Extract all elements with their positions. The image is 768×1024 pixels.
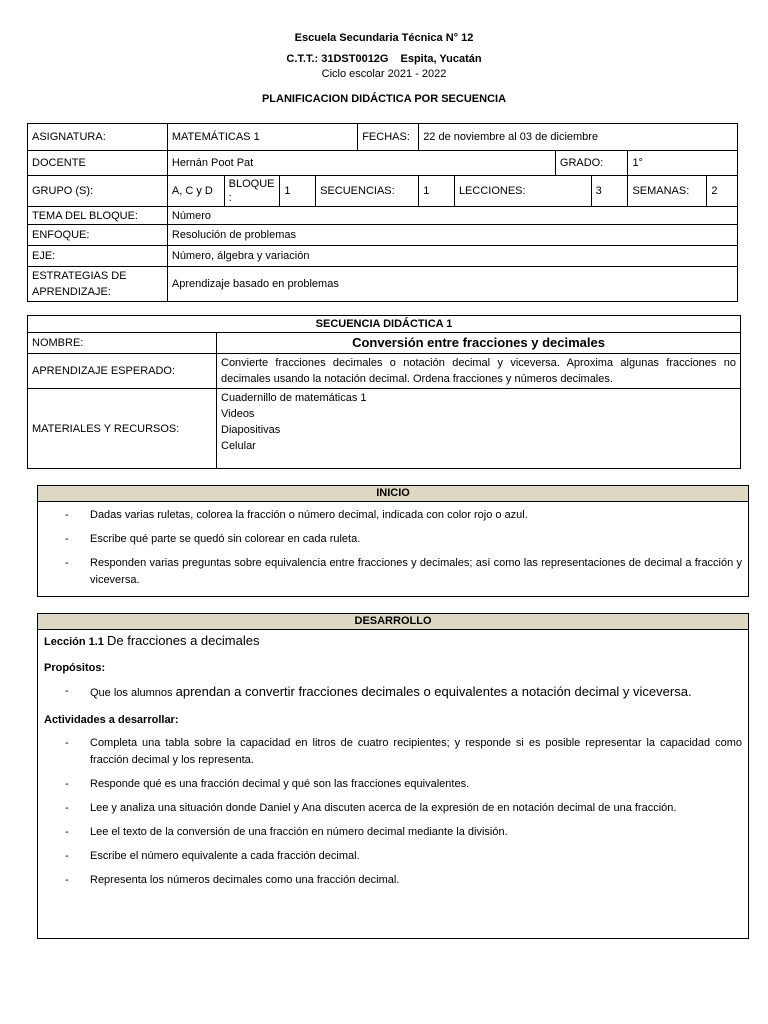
inicio-item: - Dadas varias ruletas, colorea la fracción o número decimal, indicada con color rojo o azul. bbox=[38, 507, 748, 524]
lesson-title: De fracciones a decimales bbox=[106, 633, 260, 648]
actividad-item: - Completa una tabla sobre la capacidad en litros de cuatro recipientes; y responde si es posible representar la capacidad como fracción decimal y los representa. bbox=[38, 735, 748, 769]
enfoque-label: ENFOQUE: bbox=[28, 225, 168, 246]
actividades-label: Actividades a desarrollar: bbox=[44, 714, 179, 726]
proposito-item bbox=[38, 683, 748, 702]
actividad-item: - Responde qué es una fracción decimal y qué son las fracciones equivalentes. bbox=[38, 776, 748, 793]
nombre-label: NOMBRE: bbox=[28, 333, 217, 354]
aprendizaje-value: Convierte fracciones decimales o notación decimal y viceversa. Aproxima algunas fracciones no decimales usando la notación decimal. Ordena fracciones y números decimales. bbox=[217, 354, 741, 389]
grado-label: GRADO: bbox=[555, 151, 628, 176]
proposito-pre: Que los alumnos bbox=[90, 687, 173, 699]
fechas-value: 22 de noviembre al 03 de diciembre bbox=[419, 124, 738, 151]
secuencias-label: SECUENCIAS: bbox=[316, 176, 419, 207]
asignatura-value: MATEMÁTICAS 1 bbox=[167, 124, 357, 151]
actividad-item: - Lee el texto de la conversión de una fracción en número decimal mediante la división. bbox=[38, 824, 748, 841]
inicio-item: - Responden varias preguntas sobre equivalencia entre fracciones y decimales; así como las representaciones de decimal a fracción y viceversa. bbox=[38, 555, 748, 589]
school-cct bbox=[0, 53, 768, 65]
asignatura-label: ASIGNATURA: bbox=[28, 124, 168, 151]
eje-label: EJE: bbox=[28, 246, 168, 267]
tema-label: TEMA DEL BLOQUE: bbox=[28, 207, 168, 225]
grupo-label: GRUPO (S): bbox=[28, 176, 168, 207]
materiales-label: MATERIALES Y RECURSOS: bbox=[28, 389, 217, 469]
inicio-section bbox=[37, 485, 749, 597]
fechas-label: FECHAS: bbox=[358, 124, 419, 151]
actividad-item: - Representa los números decimales como una fracción decimal. bbox=[38, 872, 748, 889]
lecciones-label: LECCIONES: bbox=[454, 176, 591, 207]
inicio-title: INICIO bbox=[38, 486, 748, 502]
estrategias-value: Aprendizaje basado en problemas bbox=[167, 267, 737, 302]
desarrollo-title: DESARROLLO bbox=[38, 614, 748, 630]
desarrollo-section bbox=[37, 613, 749, 939]
semanas-value: 2 bbox=[707, 176, 738, 207]
lesson-heading bbox=[38, 633, 748, 648]
sequence-title: SECUENCIA DIDÁCTICA 1 bbox=[28, 316, 741, 333]
grupo-value: A, C y D bbox=[167, 176, 224, 207]
materiales-list bbox=[217, 389, 741, 469]
proposito-main: aprendan a convertir fracciones decimales o equivalentes a notación decimal y viceversa. bbox=[175, 684, 692, 699]
material-item: Diapositivas bbox=[221, 424, 281, 436]
actividad-item: - Lee y analiza una situación donde Daniel y Ana discuten acerca de la expresión de en notación decimal de una fracción. bbox=[38, 800, 748, 817]
school-cycle: Ciclo escolar 2021 - 2022 bbox=[321, 68, 447, 80]
docente-label: DOCENTE bbox=[28, 151, 168, 176]
grado-value: 1° bbox=[628, 151, 738, 176]
docente-value: Hernán Poot Pat bbox=[167, 151, 555, 176]
material-item: Celular bbox=[221, 440, 256, 452]
propositos-label: Propósitos: bbox=[44, 662, 106, 674]
material-item: Videos bbox=[221, 408, 255, 420]
tema-value: Número bbox=[167, 207, 737, 225]
school-name: Escuela Secundaria Técnica N° 12 bbox=[294, 32, 474, 44]
bloque-label: BLOQUE : bbox=[224, 176, 280, 207]
estrategias-label: ESTRATEGIAS DE APRENDIZAJE: bbox=[28, 267, 168, 302]
aprendizaje-label: APRENDIZAJE ESPERADO: bbox=[28, 354, 217, 389]
bloque-value: 1 bbox=[280, 176, 316, 207]
general-info-table bbox=[27, 123, 738, 302]
inicio-item: - Escribe qué parte se quedó sin colorear en cada ruleta. bbox=[38, 531, 748, 548]
lesson-number: Lección 1.1 bbox=[44, 636, 104, 648]
sequence-table bbox=[27, 315, 741, 469]
school-location: Espita, Yucatán bbox=[400, 53, 482, 65]
enfoque-value: Resolución de problemas bbox=[167, 225, 737, 246]
cct-code: C.T.T.: 31DST0012G bbox=[286, 53, 389, 65]
material-item: Cuadernillo de matemáticas 1 bbox=[221, 392, 367, 404]
document-title: PLANIFICACION DIDÁCTICA POR SECUENCIA bbox=[261, 93, 507, 105]
lecciones-value: 3 bbox=[591, 176, 628, 207]
secuencias-value: 1 bbox=[419, 176, 455, 207]
nombre-value: Conversión entre fracciones y decimales bbox=[217, 333, 741, 354]
semanas-label: SEMANAS: bbox=[628, 176, 707, 207]
eje-value: Número, álgebra y variación bbox=[167, 246, 737, 267]
actividad-item: - Escribe el número equivalente a cada fracción decimal. bbox=[38, 848, 748, 865]
